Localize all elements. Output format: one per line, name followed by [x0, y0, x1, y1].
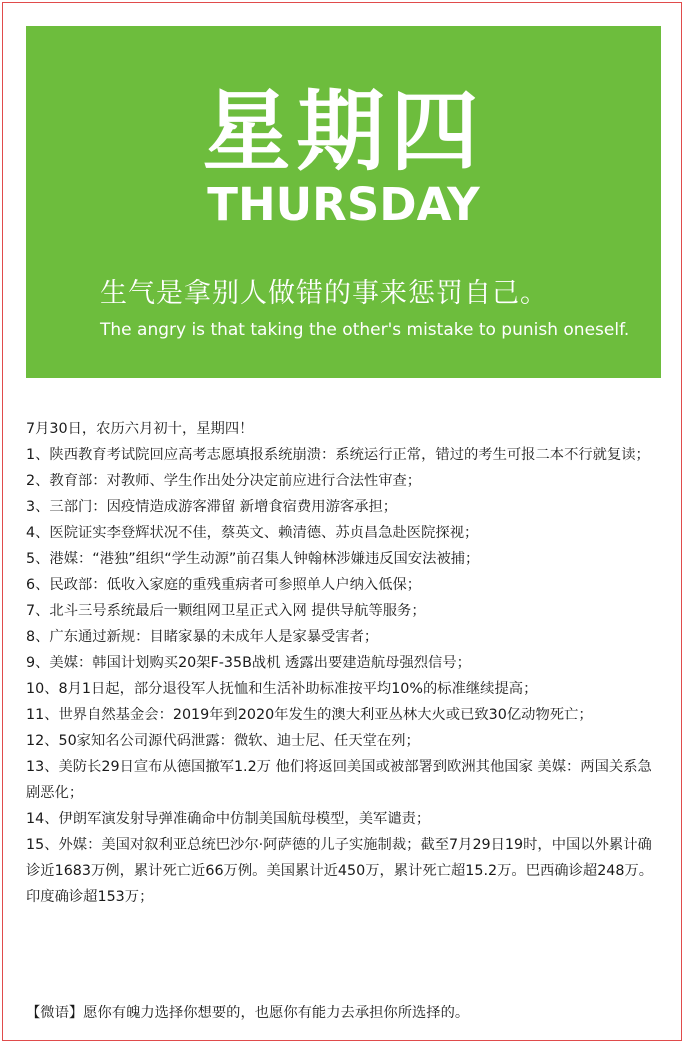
- news-item: 3、三部门：因疫情造成游客滞留 新增食宿费用游客承担；: [26, 499, 398, 515]
- news-item: 10、8月1日起，部分退役军人抚恤和生活补助标准按平均10%的标准继续提高；: [26, 681, 538, 697]
- news-item: 11、世界自然基金会：2019年到2020年发生的澳大利亚丛林大火或已致30亿动物死亡；: [26, 707, 593, 723]
- news-item: 4、医院证实李登辉状况不佳，蔡英文、赖清德、苏贞昌急赴医院探视；: [26, 525, 479, 541]
- news-item: 12、50家知名公司源代码泄露：微软、迪士尼、任天堂在列；: [26, 733, 420, 749]
- news-list: [26, 416, 660, 910]
- news-item: 14、伊朗军演发射导弹准确命中仿制美国航母模型，美军谴责；: [26, 811, 431, 827]
- footer-quote: 【微语】愿你有魄力选择你想要的，也愿你有能力去承担你所选择的。: [26, 1005, 470, 1021]
- news-item: 8、广东通过新规：目睹家暴的未成年人是家暴受害者；: [26, 629, 379, 645]
- date-line: 7月30日，农历六月初十，星期四！: [26, 421, 254, 437]
- header-banner: [26, 26, 661, 378]
- news-item: 2、教育部：对教师、学生作出处分决定前应进行合法性审查；: [26, 473, 422, 489]
- quote-en: The angry is that taking the other's mistake to punish oneself.: [100, 320, 630, 340]
- news-item: 13、美防长29日宣布从德国撤军1.2万 他们将返回美国或被部署到欧洲其他国家 美媒：两国关系急剧恶化；: [26, 759, 652, 801]
- news-item: 7、北斗三号系统最后一颗组网卫星正式入网 提供导航等服务；: [26, 603, 426, 619]
- news-item: 9、美媒：韩国计划购买20架F-35B战机 透露出要建造航母强烈信号；: [26, 655, 471, 671]
- news-item: 15、外媒：美国对叙利亚总统巴沙尔·阿萨德的儿子实施制裁；截至7月29日19时，中国以外累计确诊近1683万例，累计死亡近66万例。美国累计近450万，累计死亡超15.2万。巴西确诊超248万。印度确诊超153万；: [26, 837, 654, 905]
- quote-zh: 生气是拿别人做错的事来惩罚自己。: [100, 278, 548, 309]
- news-item: 6、民政部：低收入家庭的重残重病者可参照单人户纳入低保；: [26, 577, 422, 593]
- news-item: 1、陕西教育考试院回应高考志愿填报系统崩溃：系统运行正常，错过的考生可报二本不行就复读；: [26, 447, 650, 463]
- weekday-title-zh: 星期四: [202, 80, 485, 183]
- news-item: 5、港媒：“港独”组织“学生动源”前召集人钟翰林涉嫌违反国安法被捕；: [26, 551, 480, 567]
- weekday-title-en: THURSDAY: [207, 178, 480, 231]
